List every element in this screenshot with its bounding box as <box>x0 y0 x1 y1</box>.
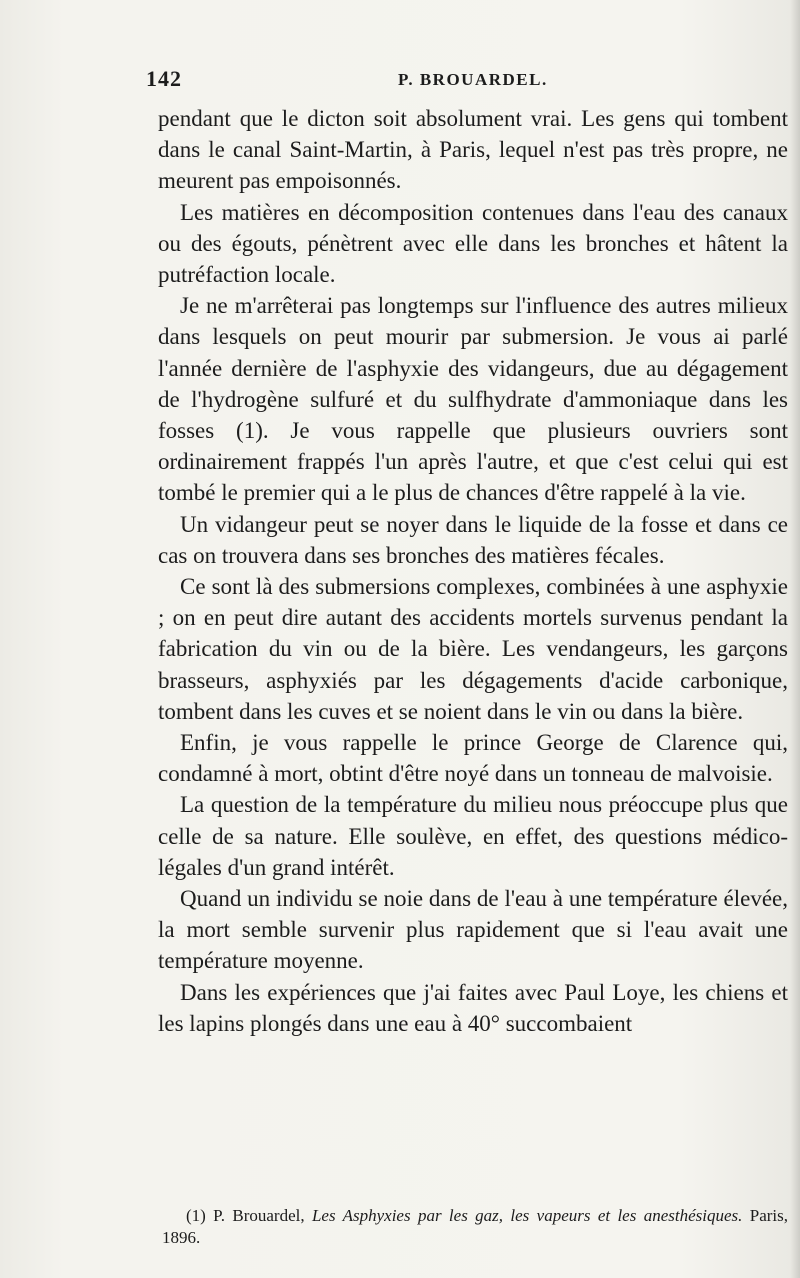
footnote-marker: (1) P. Brouardel, <box>186 1206 305 1225</box>
footnote-title: Les Asphyxies par les gaz, les vapeurs et les anesthésiques. <box>311 1206 743 1225</box>
page-number: 142 <box>146 66 182 91</box>
paragraph-7: La question de la température du milieu nous préoccupe plus que celle de sa nature. Elle soulève, en effet, des questions médico-légales d'un grand intérêt. <box>158 792 788 880</box>
paragraph-3: Je ne m'arrêterai pas longtemps sur l'influence des autres milieux dans lesquels on peut mourir par submersion. Je vous ai parlé l'année dernière de l'asphyxie des vidangeurs, due au dégagement de l'hydrogène sulfuré et du sulfhydrate d'ammoniaque dans les fosses (1). Je vous rappelle que plusieurs ouvriers sont ordinairement frappés l'un après l'autre, et que c'est celui qui est tombé le premier qui a le plus de chances d'être rappelé à la vie. <box>158 293 788 506</box>
page-edge-shadow <box>790 0 800 1278</box>
paragraph-9: Dans les expériences que j'ai faites avec Paul Loye, les chiens et les lapins plongés dans une eau à 40° succombaient <box>158 979 788 1036</box>
paragraph-5: Ce sont là des submersions complexes, combinées à une asphyxie ; on en peut dire autant des accidents mortels survenus pendant la fabrication du vin ou de la bière. Les vendangeurs, les garçons brasseurs, asphyxiés par les dégagements d'acide carbonique, tombent dans les cuves et se noient dans le vin ou dans la bière. <box>158 574 788 724</box>
body-text <box>158 103 788 1039</box>
paragraph-6: Enfin, je vous rappelle le prince George de Clarence qui, condamné à mort, obtint d'être noyé dans un tonneau de malvoisie. <box>158 730 788 787</box>
footnote <box>162 1205 788 1249</box>
page-header <box>146 66 766 96</box>
running-head: P. BROUARDEL. <box>398 70 548 89</box>
footnote-tail: Paris, 1896. <box>162 1206 788 1247</box>
paragraph-8: Quand un individu se noie dans de l'eau à une température élevée, la mort semble survenir plus rapidement que si l'eau avait une température moyenne. <box>158 886 788 974</box>
paragraph-4: Un vidangeur peut se noyer dans le liquide de la fosse et dans ce cas on trouvera dans ses bronches des matières fécales. <box>158 511 788 568</box>
paragraph-2: Les matières en décomposition contenues dans l'eau des canaux ou des égouts, pénètrent avec elle dans les bronches et hâtent la putréfaction locale. <box>158 199 788 288</box>
paragraph-1: pendant que le dicton soit absolument vrai. Les gens qui tombent dans le canal Saint-Martin, à Paris, lequel n'est pas très propre, ne meurent pas empoisonnés. <box>158 106 788 194</box>
